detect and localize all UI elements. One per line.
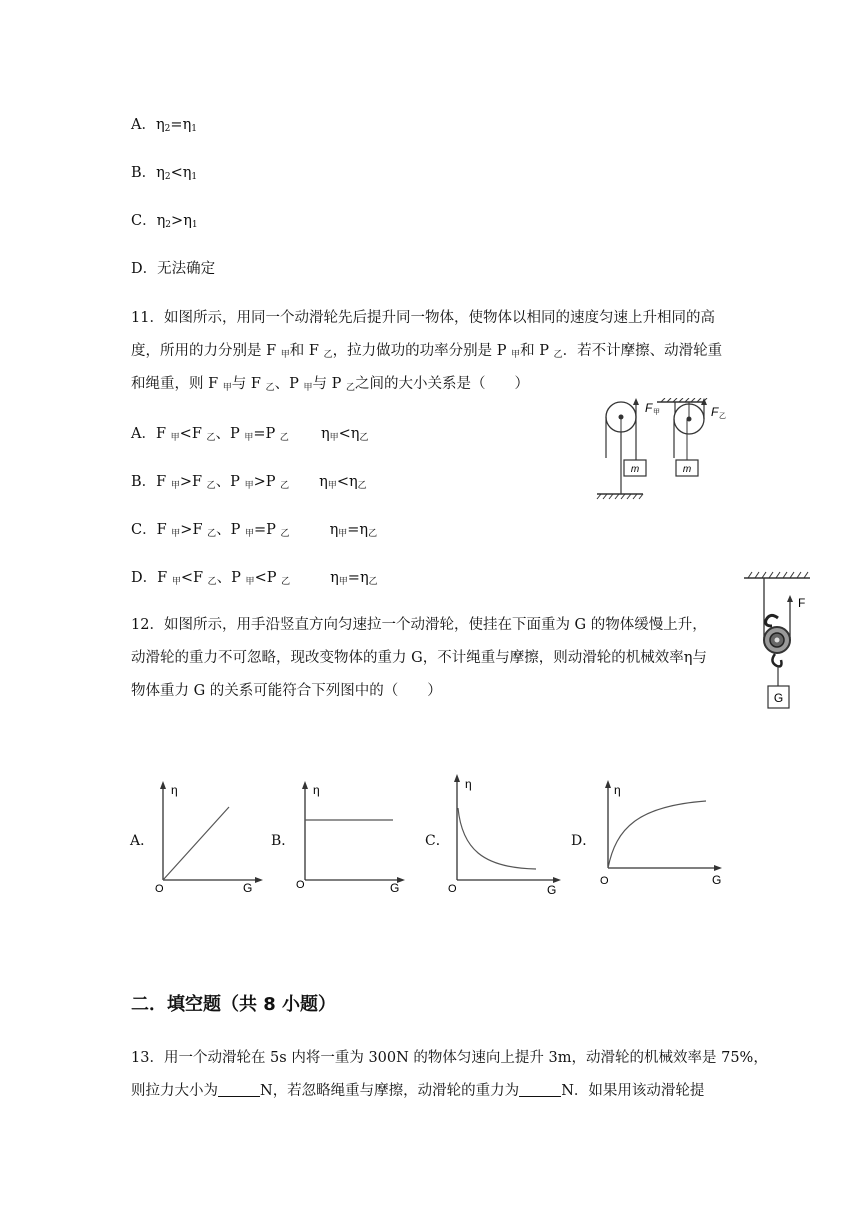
mass-label-right: m (682, 464, 692, 475)
force-label-f2: F (711, 405, 719, 419)
q12-stem-line1: 12．如图所示，用手沿竖直方向匀速拉一个动滑轮，使挂在下面重为 G 的物体缓慢上升， (131, 617, 707, 633)
graph-b (292, 778, 407, 896)
q13-blank-1[interactable] (218, 1082, 260, 1097)
q13-stem-line1: 13．用一个动滑轮在 5s 内将一重为 300N 的物体匀速向上提升 3m，动滑轮的机械效率是 75%， (131, 1050, 768, 1066)
q10-option-d: D．无法确定 (131, 261, 216, 277)
q11-option-a: A．F $_甲$<F $_乙$、P $_甲$=P $_乙$ $\eta_甲<\eta_乙$ (131, 426, 369, 443)
graph-a-line (163, 807, 229, 880)
graph-a-label: A． (130, 833, 155, 849)
q10-option-b: B．$\eta_2<\eta_1$ (131, 165, 198, 182)
q12-stem-line2: 动滑轮的重力不可忽略，现改变物体的重力 G，不计绳重与摩擦，则动滑轮的机械效率η与 (131, 650, 707, 666)
graph-d (598, 776, 728, 890)
q11-option-c: C．F $_甲$>F $_乙$、P $_甲$=P $_乙$ $\eta_甲=\eta_乙$ (131, 522, 378, 539)
q10-option-a: A．$\eta_2=\eta_1$ (131, 117, 197, 134)
graph-c-label: C． (425, 833, 450, 849)
q13-stem-line2: 则拉力大小为 N，若忽略绳重与摩擦，动滑轮的重力为 N．如果用该动滑轮提 (131, 1083, 705, 1099)
graph-c (446, 770, 566, 896)
q13-blank-2[interactable] (519, 1082, 561, 1097)
q12-stem-line3: 物体重力 G 的关系可能符合下列图中的（ ） (131, 683, 442, 699)
q12-pulley-figure (742, 570, 814, 714)
force-label-f1: F (645, 401, 653, 415)
svg-text:O: O (296, 879, 305, 891)
q11-option-d: D．F $_甲$<F $_乙$、P $_甲$<P $_乙$ $\eta_甲=\eta_乙$ (131, 570, 378, 587)
svg-text:G: G (243, 881, 253, 895)
graph-d-curve (608, 801, 706, 868)
q11-stem-line3: 和绳重，则 F $_甲$与 F $_乙$、P $_甲$与 P $_乙$之间的大小关系是（ ） (131, 376, 529, 393)
svg-text:甲: 甲 (653, 409, 660, 416)
svg-text:O: O (155, 883, 164, 895)
svg-text:η: η (313, 783, 320, 797)
q11-option-b: B．F $_甲$>F $_乙$、P $_甲$>P $_乙$ $\eta_甲<\eta_乙$ (131, 474, 367, 491)
graph-b-label: B． (271, 833, 296, 849)
graph-a (150, 778, 265, 896)
q11-pulley-figure (595, 398, 765, 500)
svg-text:η: η (614, 783, 621, 797)
svg-text:乙: 乙 (719, 413, 726, 420)
q10-option-c: C．$\eta_2>\eta_1$ (131, 213, 198, 230)
svg-text:G: G (547, 883, 557, 896)
svg-text:G: G (712, 873, 722, 887)
svg-text:G: G (390, 881, 400, 895)
svg-text:η: η (171, 783, 178, 797)
svg-text:O: O (448, 883, 457, 895)
q12-force-label: F (798, 596, 806, 610)
svg-text:η: η (465, 777, 472, 791)
section-heading-fill-in: 二．填空题（共 8 小题） (131, 994, 337, 1015)
graph-c-curve (458, 808, 536, 869)
mass-label-left: m (630, 464, 640, 475)
graph-d-label: D． (571, 833, 597, 849)
q12-weight-label: G (773, 691, 784, 705)
svg-text:O: O (600, 875, 609, 887)
q11-stem-line2: 度，所用的力分别是 F $_甲$和 F $_乙$，拉力做功的功率分别是 P $_甲$和 P $_乙$．若不计摩擦、动滑轮重 (131, 343, 723, 360)
q11-stem-line1: 11．如图所示，用同一个动滑轮先后提升同一物体，使物体以相同的速度匀速上升相同的高 (131, 310, 715, 326)
